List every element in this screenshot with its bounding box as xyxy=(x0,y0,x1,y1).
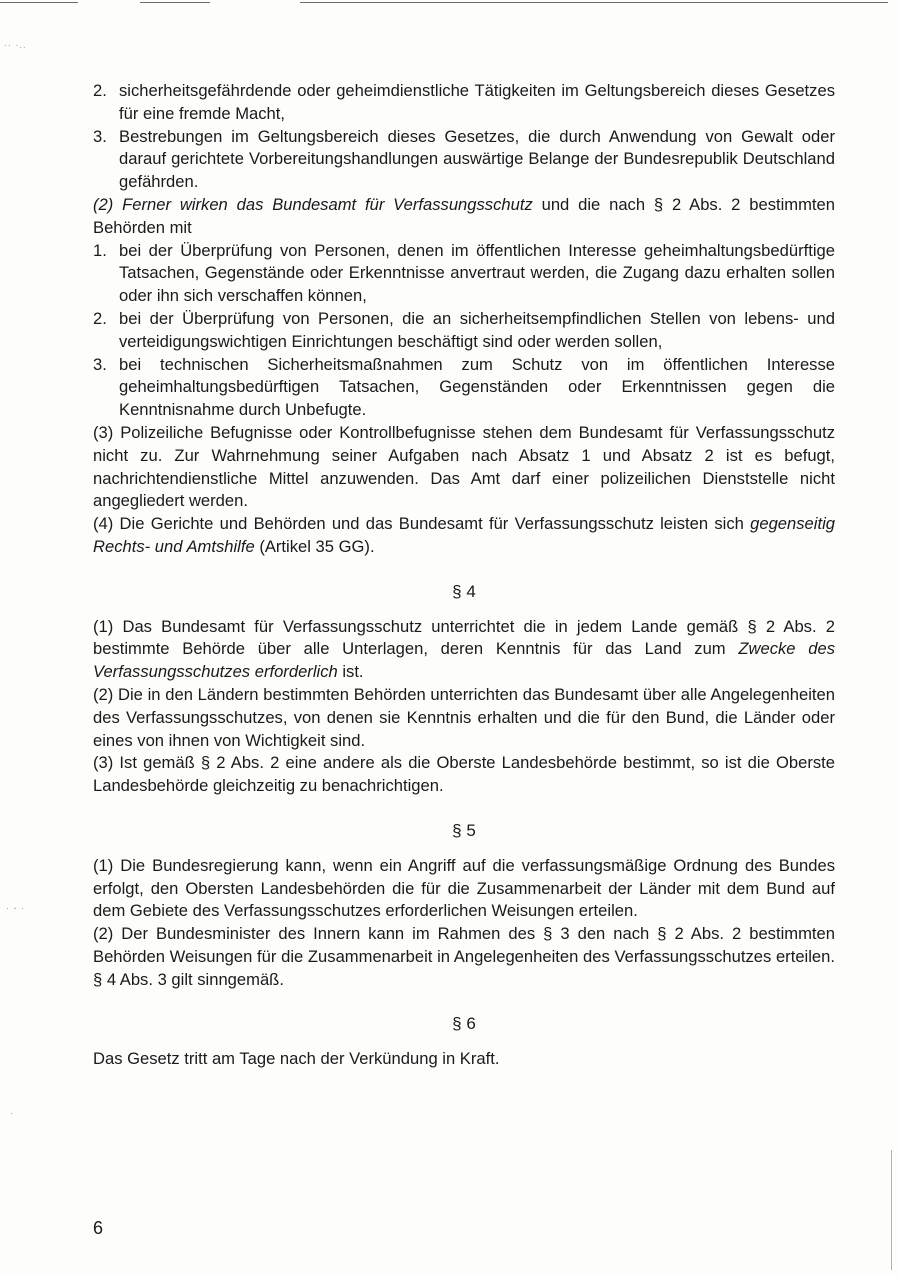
list-item xyxy=(93,308,835,354)
paragraph-4-3: (3) Ist gemäß § 2 Abs. 2 eine andere als die Oberste Landesbehörde bestimmt, so ist die Oberste Landesbehörde gleichzeitig zu benachrichtigen. xyxy=(93,753,835,796)
list-text: sicherheitsgefährdende oder geheimdienstliche Tätigkeiten im Geltungsbereich dieses Gesetzes für eine fremde Macht, xyxy=(119,81,835,123)
paragraph-3-4-italic: gegenseitig Rechts- und Amtshilfe xyxy=(93,514,835,556)
scan-artifact: ·· ·.. xyxy=(4,40,27,50)
list-number: 2. xyxy=(93,81,107,100)
list-number: 3. xyxy=(93,126,107,146)
list-item xyxy=(93,126,835,194)
paragraph-5-2: (2) Der Bundesminister des Innern kann im Rahmen des § 3 den nach § 2 Abs. 2 bestimmten Behörden Weisungen für die Zusammenarbeit in Angelegenheiten des Verfassungsschutzes erteilen. § 4 Abs. 3 gilt sinngemäß. xyxy=(93,924,835,989)
page-edge-mark xyxy=(891,1150,892,1270)
top-rule-segment xyxy=(140,2,210,3)
section-heading-5: § 5 xyxy=(452,820,476,840)
page-number: 6 xyxy=(93,1218,104,1238)
paragraph-3-2 xyxy=(93,194,835,240)
scan-artifact: · xyxy=(10,1108,14,1118)
section-heading-4: § 4 xyxy=(452,581,476,601)
paragraph-4-1 xyxy=(93,616,835,684)
paragraph-3-4 xyxy=(93,513,835,559)
paragraph-3-2-italic: (2) Ferner wirken das Bundesamt für Verfassungsschutz xyxy=(93,194,533,214)
paragraph-6: Das Gesetz tritt am Tage nach der Verkündung in Kraft. xyxy=(93,1049,500,1069)
paragraph-3-3: (3) Polizeiliche Befugnisse oder Kontrollbefugnisse stehen dem Bundesamt für Verfassungsschutz nicht zu. Zur Wahrnehmung seiner Aufgaben nach Absatz 1 und Absatz 2 ist es befugt, nachrichtendienstliche Mittel anzuwenden. Das Amt darf einer polizeilichen Dienststelle nicht angegliedert werden. xyxy=(93,422,835,511)
list-item xyxy=(93,240,835,308)
list-text: Bestrebungen im Geltungsbereich dieses Gesetzes, die durch Anwendung von Gewalt oder darauf gerichtete Vorbereitungshandlungen auswärtige Belange der Bundesrepublik Deutschland gefährden. xyxy=(119,126,835,192)
paragraph-3-4-start: (4) Die Gerichte und Behörden und das Bundesamt für Verfassungsschutz leisten sich xyxy=(93,514,751,534)
section-heading-6: § 6 xyxy=(452,1014,476,1034)
paragraph-4-1-start: (1) Das Bundesamt für Verfassungsschutz unterrichtet die in jedem Lande gemäß § 2 Abs. 2 bestimmte Behörde über alle Unterlagen, deren Kenntnis für das Land zum xyxy=(93,616,835,659)
list-item xyxy=(93,354,835,422)
list-number: 2. xyxy=(93,308,107,328)
paragraph-4-1-italic: Zwecke des Verfassungsschutzes erforderlich xyxy=(93,639,835,682)
list-text: bei der Überprüfung von Personen, die an sicherheitsempfindlichen Stellen von lebens- und verteidigungswichtigen Einrichtungen beschäftigt sind oder werden sollen, xyxy=(119,308,835,351)
list-text: bei technischen Sicherheitsmaßnahmen zum Schutz von im öffentlichen Interesse geheimhaltungsbedürftigen Tatsachen, Gegenständen oder Erkenntnissen gegen die Kenntnisnahme durch Unbefugte. xyxy=(119,354,835,420)
list-item xyxy=(93,80,835,126)
list-number: 1. xyxy=(93,240,107,260)
paragraph-4-2: (2) Die in den Ländern bestimmten Behörden unterrichten das Bundesamt über alle Angelegenheiten des Verfassungsschutzes, von denen sie Kenntnis erhalten und die für den Bund, die Länder oder eines von ihnen von Wichtigkeit sind. xyxy=(93,684,835,750)
paragraph-5-1: (1) Die Bundesregierung kann, wenn ein Angriff auf die verfassungsmäßige Ordnung des Bundes erfolgt, den Obersten Landesbehörden die für die Zusammenarbeit der Länder mit dem Bund auf dem Gebiete des Verfassungsschutzes erforderlichen Weisungen erteilen. xyxy=(93,855,835,921)
list-text: bei der Überprüfung von Personen, denen im öffentlichen Interesse geheimhaltungsbedürftige Tatsachen, Gegenstände oder Erkenntnisse anvertraut werden, die Zugang dazu erhalten sollen oder ihn sich verschaffen können, xyxy=(119,240,835,306)
paragraph-3-4-end: (Artikel 35 GG). xyxy=(254,536,375,556)
list-number: 3. xyxy=(93,354,107,374)
document-body xyxy=(93,80,835,1071)
top-rule-segment xyxy=(300,2,888,3)
paragraph-4-1-end: ist. xyxy=(337,662,364,682)
paragraph-3-2-rest: und die nach § 2 Abs. 2 bestimmten Behörden mit xyxy=(93,194,836,237)
scan-artifact: · - · xyxy=(6,903,25,913)
top-rule-segment xyxy=(0,2,78,3)
